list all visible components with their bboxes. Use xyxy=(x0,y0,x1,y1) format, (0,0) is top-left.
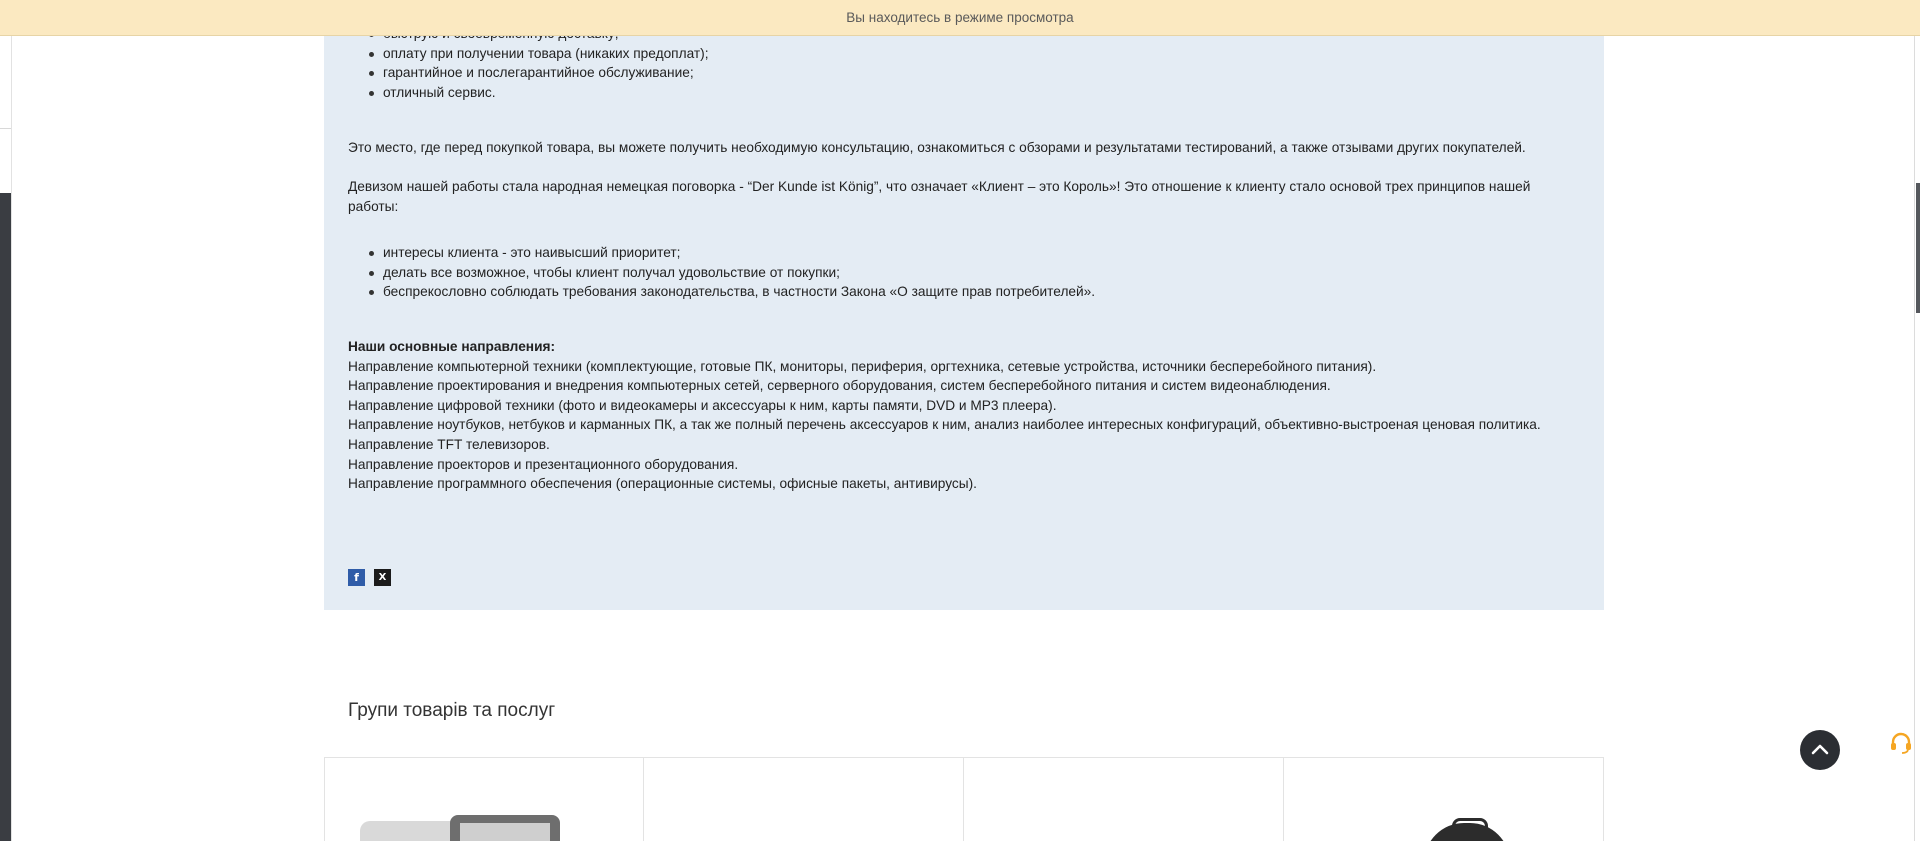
direction-item: Направление проектирования и внедрения компьютерных сетей, серверного оборудования, систем бесперебойного питания и систем видеонаблюдения. xyxy=(348,378,1331,394)
direction-item: Направление TFT телевизоров. xyxy=(348,436,550,452)
product-grid-divider xyxy=(643,757,644,841)
product-groups-title: Групи товарів та послуг xyxy=(348,700,556,721)
principles-list xyxy=(348,243,1578,302)
direction-item: Направление компьютерной техники (комплектующие, готовые ПК, мониторы, периферия, оргтехника, сетевые устройства, источники бесперебойного питания). xyxy=(348,358,1377,374)
product-grid-divider xyxy=(963,757,964,841)
right-edge-divider xyxy=(1914,35,1915,841)
list-item: оплату при получении товара (никаких предоплат); xyxy=(383,44,1578,64)
list-item: делать все возможное, чтобы клиент получал удовольствие от покупки; xyxy=(383,263,1578,283)
about-paragraph-motto: Девизом нашей работы стала народная немецкая поговорка - “Der Kunde ist König”, что означает «Клиент – это Король»! Это отношение к клиенту стало основой трех принципов нашей работы: xyxy=(348,178,1531,214)
list-item: гарантийное и послегарантийное обслуживание; xyxy=(383,63,1578,83)
directions-heading: Наши основные направления: xyxy=(348,338,556,354)
direction-item: Направление проекторов и презентационного оборудования. xyxy=(348,456,739,472)
facebook-icon[interactable]: f xyxy=(348,569,365,586)
left-edge-divider xyxy=(11,35,12,841)
about-content xyxy=(348,24,1578,494)
product-grid-divider xyxy=(324,757,325,841)
left-short-divider xyxy=(0,128,11,129)
direction-item: Направление ноутбуков, нетбуков и карманных ПК, а так же полный перечень аксессуаров к ним, анализ наиболее интересных конфигураций, объективно-выстроеная ценовая политика. xyxy=(348,417,1541,433)
product-group-thumbnail-phones[interactable] xyxy=(360,815,560,841)
preview-mode-text: Вы находитесь в режиме просмотра xyxy=(846,10,1074,25)
list-item: беспрекословно соблюдать требования законодательства, в частности Закона «О защите прав потребителей». xyxy=(383,282,1578,302)
left-sidebar-strip xyxy=(0,193,11,841)
direction-item: Направление цифровой техники (фото и видеокамеры и аксессуары к ним, карты памяти, DVD и MP3 плеера). xyxy=(348,397,1057,413)
product-grid-divider xyxy=(1283,757,1284,841)
directions-list xyxy=(348,357,1578,494)
scrollbar-thumb[interactable] xyxy=(1916,183,1920,313)
x-twitter-icon[interactable]: X xyxy=(374,569,391,586)
scroll-to-top-button[interactable] xyxy=(1800,730,1840,770)
about-paragraph-consultation: Это место, где перед покупкой товара, вы можете получить необходимую консультацию, ознакомиться с обзорами и результатами тестирований, а также отзывами других покупателей. xyxy=(348,140,1526,156)
product-grid-border xyxy=(324,757,1604,758)
product-group-thumbnail-bag[interactable] xyxy=(1424,818,1510,841)
direction-item: Направление программного обеспечения (операционные системы, офисные пакеты, антивирусы). xyxy=(348,476,977,492)
chevron-up-icon xyxy=(1809,739,1831,761)
product-grid-divider xyxy=(1603,757,1604,841)
headset-support-icon[interactable] xyxy=(1888,730,1914,756)
preview-mode-banner xyxy=(0,0,1920,36)
social-share-buttons xyxy=(348,569,391,586)
list-item: отличный сервис. xyxy=(383,83,1578,103)
list-item: интересы клиента - это наивысший приоритет; xyxy=(383,243,1578,263)
